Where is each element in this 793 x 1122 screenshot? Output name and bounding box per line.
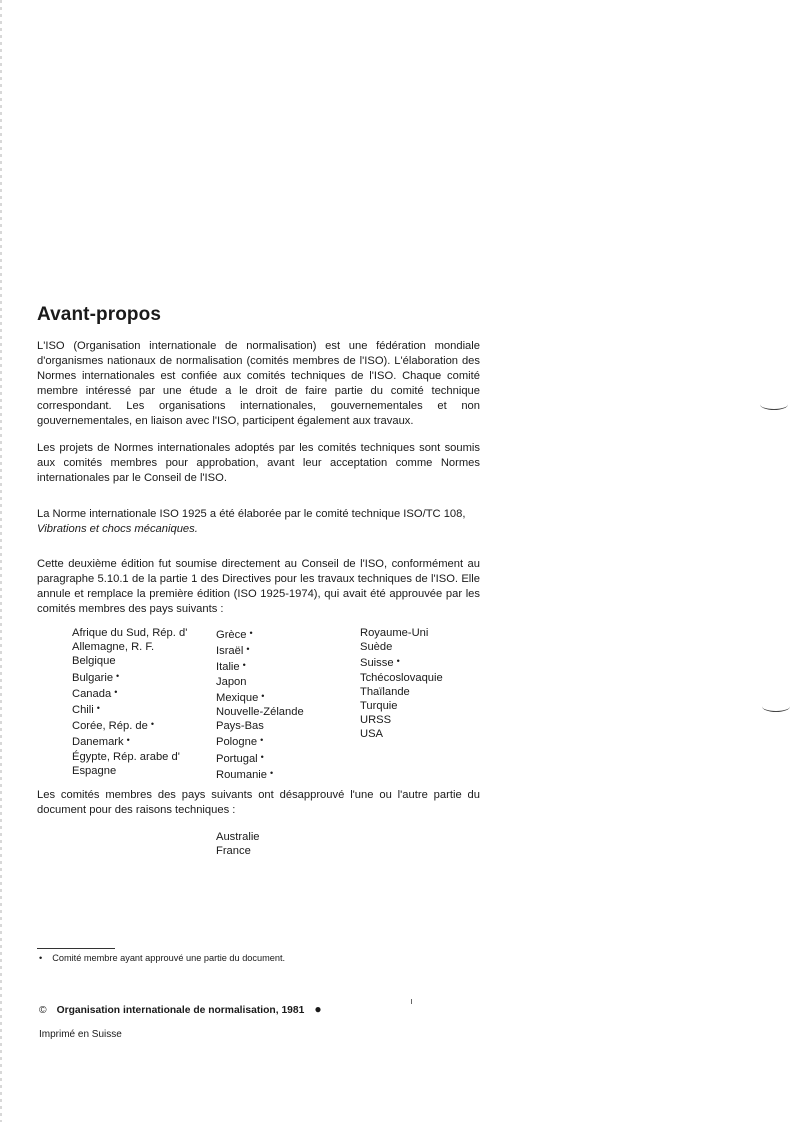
country-item: Nouvelle-Zélande <box>216 706 304 719</box>
partial-approval-marker: • <box>261 690 265 701</box>
footnote-text: Comité membre ayant approuvé une partie du document. <box>52 953 286 963</box>
partial-approval-marker: • <box>260 751 264 762</box>
copyright-icon: © <box>39 1005 47 1016</box>
scan-mark <box>760 399 788 410</box>
paragraph-draft-approval: Les projets de Normes internationales adoptés par les comités techniques sont soumis aux comités membres pour approbation, avant leur acceptation comme Normes internationales par le Conseil de l'ISO. <box>37 442 480 484</box>
partial-approval-marker: • <box>260 735 264 746</box>
page-title: Avant-propos <box>37 304 161 325</box>
country-item: Grèce • <box>216 628 253 641</box>
copyright-text: Organisation internationale de normalisation, 1981 <box>56 1005 305 1016</box>
scan-page-edge <box>0 0 2 1122</box>
footnote <box>39 952 285 964</box>
country-item: Belgique <box>72 655 116 668</box>
partial-approval-marker: • <box>96 703 100 714</box>
scan-artifact-tick <box>411 999 412 1004</box>
country-item: Égypte, Rép. arabe d' <box>72 750 180 763</box>
country-item: Danemark • <box>72 735 130 749</box>
country-item: USA <box>360 728 384 741</box>
country-item: Tchécoslovaquie <box>360 671 443 684</box>
committee-title: Vibrations et chocs mécaniques. <box>37 523 198 535</box>
country-item: Australie <box>216 831 260 843</box>
country-item: Turquie <box>360 700 398 713</box>
footnote-bullet: • <box>39 953 43 963</box>
partial-approval-marker: • <box>116 670 120 681</box>
committee-text: La Norme internationale ISO 1925 a été élaborée par le comité technique ISO/TC 108, <box>37 508 466 520</box>
paragraph-iso-description: L'ISO (Organisation internationale de normalisation) est une fédération mondiale d'organismes nationaux de normalisation (comités membres de l'ISO). L'élaboration des Normes internationales est confiée aux comités techniques de l'ISO. Chaque comité membre intéressé par une étude a le droit de faire partie du comité technique correspondant. Les organisations internationales, gouvernementales et non gouvernementales, en liaison avec l'ISO, participent également aux travaux. <box>37 340 480 427</box>
country-item: Pologne • <box>216 735 264 749</box>
approving-countries-column-1 <box>72 626 187 778</box>
paragraph-committee <box>37 507 480 537</box>
partial-approval-marker: • <box>126 735 130 746</box>
country-item: France <box>216 845 251 858</box>
partial-approval-marker: • <box>242 660 246 671</box>
approving-countries-column-3 <box>360 626 443 742</box>
printed-in-note: Imprimé en Suisse <box>39 1029 122 1040</box>
copyright-line <box>39 1002 322 1016</box>
country-item: Israël • <box>216 644 250 658</box>
partial-approval-marker: • <box>150 719 155 730</box>
footnote-divider <box>37 948 115 949</box>
country-item: Mexique • <box>216 690 265 704</box>
country-item: Roumanie • <box>216 767 274 781</box>
country-item: Allemagne, R. F. <box>72 641 155 654</box>
paragraph-second-edition: Cette deuxième édition fut soumise directement au Conseil de l'ISO, conformément au paragraphe 5.10.1 de la partie 1 des Directives pour les travaux techniques de l'ISO. Elle annule et remplace la première édition (ISO 1925-1974), qui avait été approuvée par les comités membres des pays suivants : <box>37 558 480 615</box>
partial-approval-marker: • <box>246 644 250 655</box>
partial-approval-marker: • <box>114 686 118 697</box>
paragraph-disapproval: Les comités membres des pays suivants ont désapprouvé l'une ou l'autre partie du document pour des raisons techniques : <box>37 789 480 816</box>
filled-circle-icon: ● <box>314 1002 322 1016</box>
partial-approval-marker: • <box>270 767 274 778</box>
country-item: Portugal • <box>216 751 264 765</box>
country-item: Espagne <box>72 764 117 777</box>
partial-approval-marker: • <box>396 656 400 667</box>
country-item: Canada • <box>72 686 118 700</box>
country-item: Royaume-Uni <box>360 627 429 639</box>
country-item: Bulgarie • <box>72 670 120 684</box>
country-item: Thaïlande <box>360 685 410 698</box>
partial-approval-marker: • <box>249 628 253 638</box>
scan-mark <box>762 701 790 712</box>
country-item: Suisse • <box>360 656 400 670</box>
country-item: Japon <box>216 675 247 688</box>
country-item: Chili • <box>72 703 100 717</box>
country-item: Afrique du Sud, Rép. d' <box>72 627 188 639</box>
country-item: Italie • <box>216 660 246 674</box>
country-item: Corée, Rép. de • <box>72 719 155 733</box>
disapproving-countries-list <box>216 830 260 858</box>
country-item: Pays-Bas <box>216 720 264 733</box>
country-item: URSS <box>360 714 392 727</box>
country-item: Suède <box>360 641 393 654</box>
approving-countries-column-2 <box>216 626 304 782</box>
